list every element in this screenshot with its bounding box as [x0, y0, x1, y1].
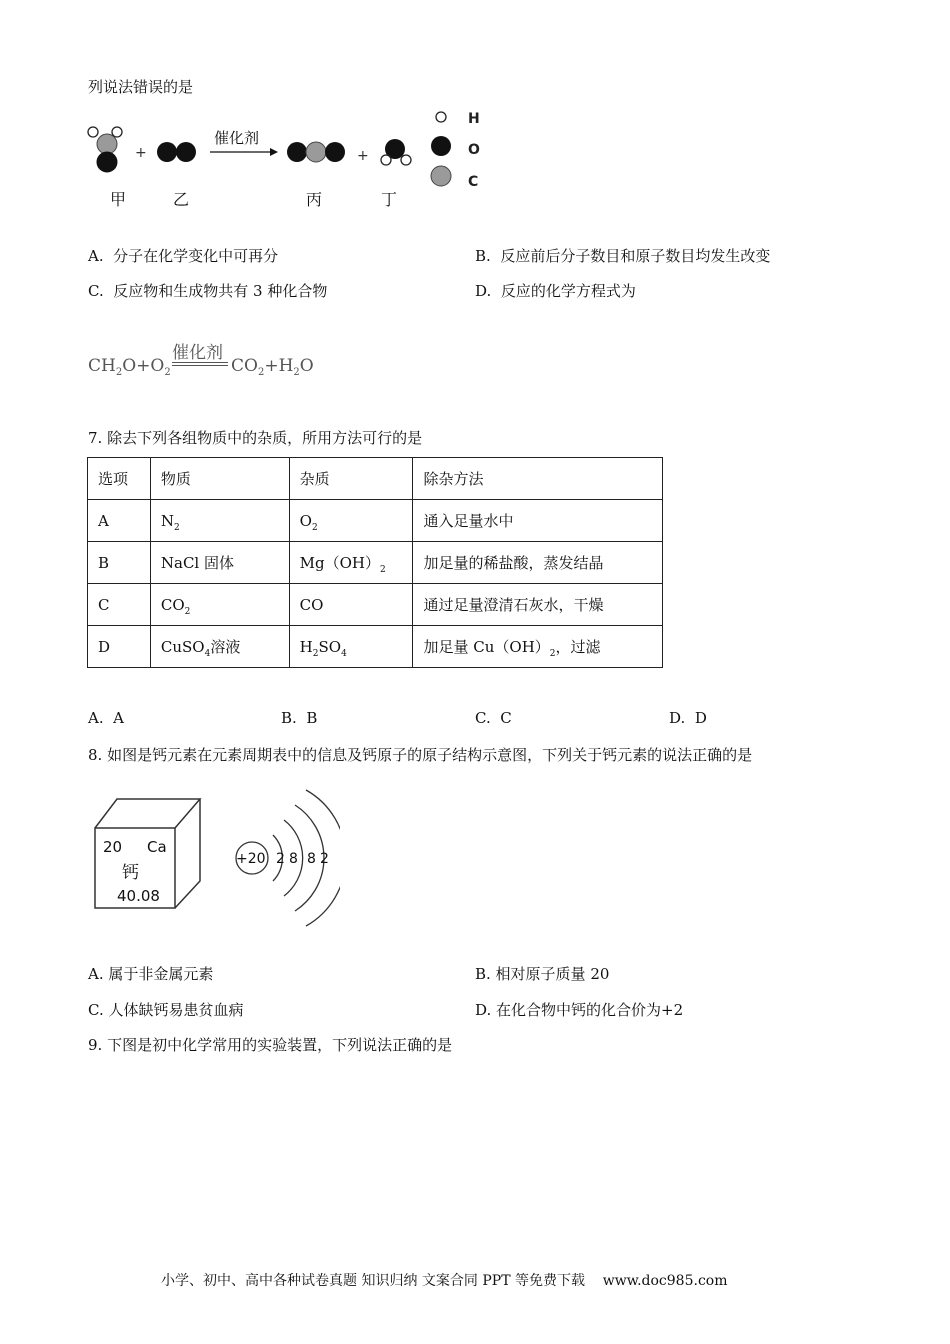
- equation-catalyst: 催化剂: [172, 343, 223, 363]
- molecule-jia: [88, 127, 122, 172]
- plus-1: +: [135, 145, 147, 161]
- q8-option-b: B. 相对原子质量 20: [475, 965, 610, 983]
- q7-option-a: A. A: [88, 709, 124, 727]
- table-row: B NaCl 固体 $Mg(OH)_2$ 加足量的稀盐酸，蒸发结晶: [88, 542, 663, 584]
- svg-text:2: 2: [276, 851, 285, 867]
- reaction-diagram: [80, 105, 500, 215]
- q6-option-c: C. 反应物和生成物共有 3 种化合物: [88, 282, 328, 300]
- q7-stem: 7. 除去下列各组物质中的杂质，所用方法可行的是: [88, 429, 423, 447]
- svg-text:O: O: [468, 142, 480, 158]
- calcium-diagram: [90, 785, 340, 930]
- svg-text:2: 2: [320, 851, 329, 867]
- label-yi: 乙: [173, 190, 190, 209]
- cell-number: 20: [103, 838, 123, 856]
- q8-stem: 8. 如图是钙元素在元素周期表中的信息及钙原子的原子结构示意图，下列关于钙元素的说法正确的是: [88, 746, 753, 764]
- molecule-bing: [287, 142, 345, 162]
- table-row: D CuSO$_4$溶液 $H_2SO_4$ 加足量 $Cu(OH)_2$，过滤: [88, 626, 663, 668]
- footer-text: 小学、初中、高中各种试卷真题 知识归纳 文案合同 PPT 等免费下载: [161, 1273, 585, 1289]
- header-option: 选项: [88, 458, 151, 500]
- equation-products: $CO_2+H_2O$: [231, 356, 314, 378]
- equation-reactants: $CH_2O+O_2$: [88, 356, 171, 378]
- diagram-legend: [431, 111, 480, 190]
- table-row: A $N_2$ $O_2$ 通入足量水中: [88, 500, 663, 542]
- q6-stem-tail: 列说法错误的是: [88, 78, 194, 96]
- q7-table: [87, 457, 663, 668]
- svg-text:C: C: [468, 174, 479, 190]
- q6-option-a: A. 分子在化学变化中可再分: [88, 247, 279, 265]
- q7-option-b: B. B: [281, 709, 318, 727]
- footer: [161, 1270, 727, 1290]
- header-impurity: 杂质: [289, 458, 413, 500]
- arrow-label: 催化剂: [214, 129, 260, 147]
- q7-option-d: D. D: [669, 709, 707, 727]
- table-row: C $CO_2$ CO 通过足量澄清石灰水，干燥: [88, 584, 663, 626]
- label-bing: 丙: [306, 190, 323, 209]
- q7-option-c: C. C: [475, 709, 512, 727]
- label-ding: 丁: [381, 190, 398, 209]
- svg-text:8: 8: [289, 851, 298, 867]
- table-header-row: [88, 458, 663, 500]
- q8-option-a: A. 属于非金属元素: [88, 965, 214, 983]
- q6-option-b: B. 反应前后分子数目和原子数目均发生改变: [475, 247, 771, 265]
- svg-text:H: H: [468, 111, 480, 127]
- cell-symbol: Ca: [147, 838, 167, 856]
- label-jia: 甲: [110, 190, 127, 209]
- header-substance: 物质: [150, 458, 289, 500]
- equation-bar-top: [172, 362, 228, 363]
- q8-option-d: D. 在化合物中钙的化合价为+2: [475, 1001, 684, 1019]
- cell-mass: 40.08: [117, 887, 160, 905]
- svg-text:+20: +20: [236, 851, 266, 867]
- header-method: 除杂方法: [413, 458, 663, 500]
- equation-bar-bottom: [172, 365, 228, 366]
- footer-url[interactable]: www.doc985.com: [602, 1273, 728, 1289]
- plus-2: +: [357, 148, 369, 164]
- q6-option-d: D. 反应的化学方程式为: [475, 282, 636, 300]
- molecule-ding: [381, 139, 411, 165]
- cell-name: 钙: [122, 863, 139, 883]
- molecule-yi: [157, 142, 196, 162]
- q9-stem: 9. 下图是初中化学常用的实验装置，下列说法正确的是: [88, 1036, 453, 1054]
- svg-text:8: 8: [307, 851, 316, 867]
- q8-option-c: C. 人体缺钙易患贫血病: [88, 1001, 244, 1019]
